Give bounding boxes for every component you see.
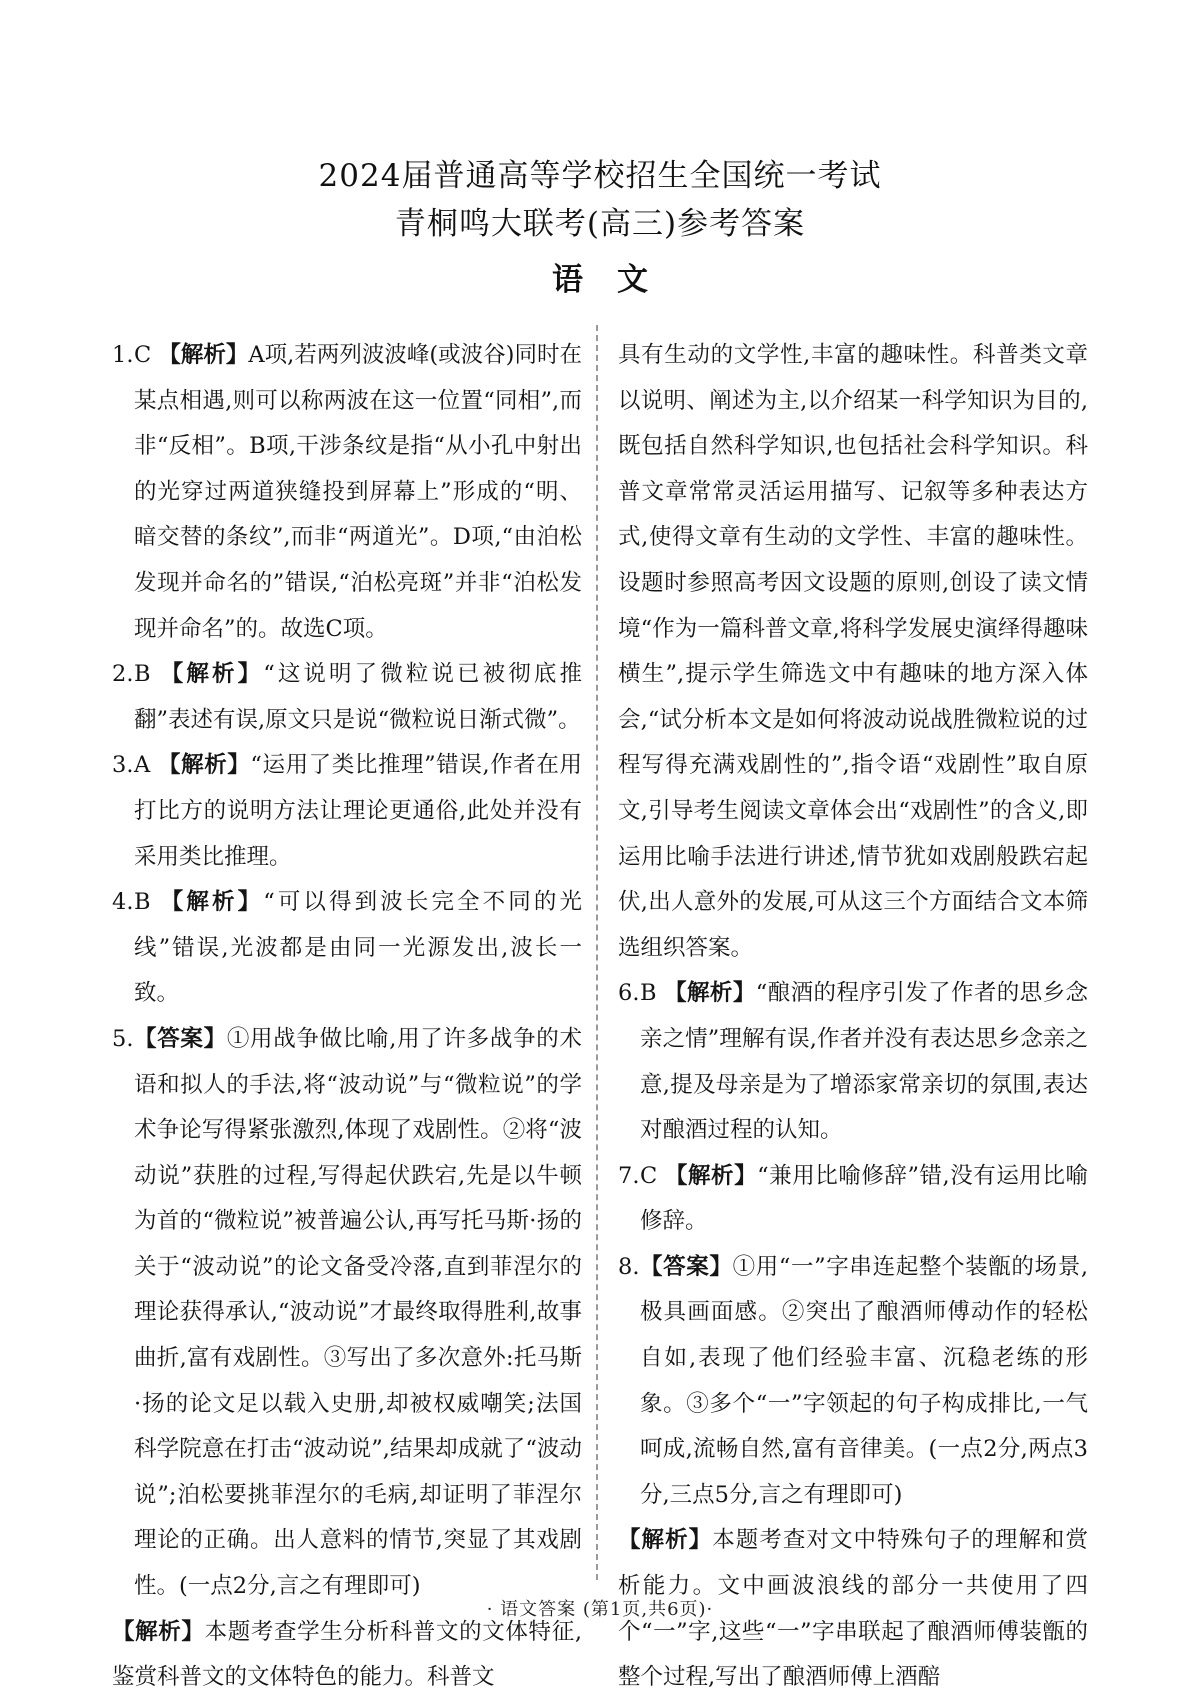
item-text: “可以得到波长完全不同的光线”错误,光波都是由同一光源发出,波长一致。 — [134, 889, 582, 1007]
analysis-text: 本题考查对文中特殊句子的理解和赏析能力。文中画波浪线的部分一共使用了四个“一”字,这些“一”字串联起了酿酒师傅装甑的整个过程,写出了酿酒师傅上酒醅 — [618, 1527, 1088, 1691]
column-divider — [596, 325, 598, 1580]
right-column — [618, 333, 1088, 1691]
item-number: 1. — [112, 342, 134, 368]
exam-title-line2: 青桐鸣大联考(高三)参考答案 — [394, 206, 806, 242]
answer-item-4 — [112, 880, 582, 1017]
analysis-tag: 【解析】 — [664, 980, 756, 1007]
item-text: “这说明了微粒说已被彻底推翻”表述有误,原文只是说“微粒说日渐式微”。 — [134, 661, 582, 733]
item-text: ①用战争做比喻,用了许多战争的术语和拟人的手法,将“波动说”与“微粒说”的学术争论写得紧张激烈,体现了戏剧性。②将“波动说”获胜的过程,写得起伏跌宕,先是以牛顿为首的“微粒说”被普遍公认,再写托马斯·扬的关于“波动说”的论文备受冷落,直到菲涅尔的理论获得承认,“波动说”才最终取得胜利,故事曲折,富有戏剧性。③写出了多次意外:托马斯·扬的论文足以载入史册,却被权威嘲笑;法国科学院意在打击“波动说”,结果却成就了“波动说”;泊松要挑菲涅尔的毛病,却证明了菲涅尔理论的正确。出人意料的情节,突显了其戏剧性。(一点2分,言之有理即可) — [134, 1025, 582, 1600]
item-text: A项,若两列波波峰(或波谷)同时在某点相遇,则可以称两波在这一位置“同相”,而非“反相”。B项,干涉条纹是指“从小孔中射出的光穿过两道狭缝投到屏幕上”形成的“明、暗交替的条纹”,而非“两道光”。D项,“由泊松发现并命名的”错误,“泊松亮斑”并非“泊松发现并命名”的。故选C项。 — [134, 342, 582, 642]
answer-item-7 — [618, 1154, 1088, 1245]
analysis-tag: 【解析】 — [112, 1618, 205, 1645]
analysis-continuation: 具有生动的文学性,丰富的趣味性。科普类文章以说明、阐述为主,以介绍某一科学知识为目的,既包括自然科学知识,也包括社会科学知识。科普文章常常灵活运用描写、记叙等多种表达方式,使得文章有生动的文学性、丰富的趣味性。设题时参照高考因文设题的原则,创设了读文情境“作为一篇科普文章,将科学发展史演绎得趣味横生”,提示学生筛选文中有趣味的地方深入体会,“试分析本文是如何将波动说战胜微粒说的过程写得充满戏剧性的”,指令语“戏剧性”取自原文,引导考生阅读文章体会出“戏剧性”的含义,即运用比喻手法进行讲述,情节犹如戏剧般跌宕起伏,出人意外的发展,可从这三个方面结合文本筛选组织答案。 — [618, 342, 1088, 961]
item-number: 4. — [112, 889, 134, 916]
item-answer: B — [640, 980, 665, 1007]
item-number: 2. — [112, 661, 134, 688]
item-number: 7. — [618, 1162, 640, 1189]
answer-item-2 — [112, 652, 582, 743]
analysis-tag: 【解析】 — [158, 342, 249, 368]
item-number: 5. — [112, 1025, 134, 1052]
answer-item-6 — [618, 971, 1088, 1153]
item-answer: B — [134, 661, 161, 688]
analysis-tag: 【解析】 — [664, 1162, 758, 1189]
exam-title-line1: 2024届普通高等学校招生全国统一考试 — [318, 158, 882, 194]
analysis-tag: 【解析】 — [160, 661, 264, 688]
subject-title: 语文 — [552, 262, 682, 298]
analysis-paragraph-5 — [112, 1610, 582, 1701]
analysis-tag: 【解析】 — [160, 889, 264, 916]
page-footer: · 语文答案 (第1页,共6页)· — [486, 1599, 714, 1620]
item-answer: C — [134, 342, 159, 368]
item-answer: A — [134, 752, 158, 779]
left-column — [112, 333, 582, 1691]
item-text: “兼用比喻修辞”错,没有运用比喻修辞。 — [640, 1162, 1088, 1235]
item-text: ①用“一”字串连起整个装甑的场景,极具画面感。②突出了酿酒师傅动作的轻松自如,表现了他们经验丰富、沉稳老练的形象。③多个“一”字领起的句子构成排比,一气呵成,流畅自然,富有音律美。(一点2分,两点3分,三点5分,言之有理即可) — [640, 1253, 1088, 1508]
item-answer: C — [640, 1162, 665, 1189]
analysis-tag: 【解析】 — [618, 1527, 713, 1554]
item-number: 6. — [618, 980, 640, 1007]
answer-tag: 【答案】 — [640, 1253, 733, 1280]
item-number: 8. — [618, 1253, 640, 1280]
answer-tag: 【答案】 — [134, 1025, 227, 1052]
item-text: “运用了类比推理”错误,作者在用打比方的说明方法让理论更通俗,此处并没有采用类比推理。 — [134, 752, 582, 870]
answer-item-8 — [618, 1245, 1088, 1519]
analysis-text: 本题考查学生分析科普文的文体特征,鉴赏科普文的文体特色的能力。科普文 — [112, 1618, 582, 1691]
answer-item-1 — [112, 333, 582, 652]
item-answer: B — [134, 889, 161, 916]
answer-item-3 — [112, 743, 582, 880]
answer-item-5 — [112, 1017, 582, 1610]
analysis-tag: 【解析】 — [158, 752, 251, 779]
item-number: 3. — [112, 752, 134, 779]
item-text: “酿酒的程序引发了作者的思乡念亲之情”理解有误,作者并没有表达思乡念亲之意,提及母亲是为了增添家常亲切的氛围,表达对酿酒过程的认知。 — [640, 980, 1088, 1144]
